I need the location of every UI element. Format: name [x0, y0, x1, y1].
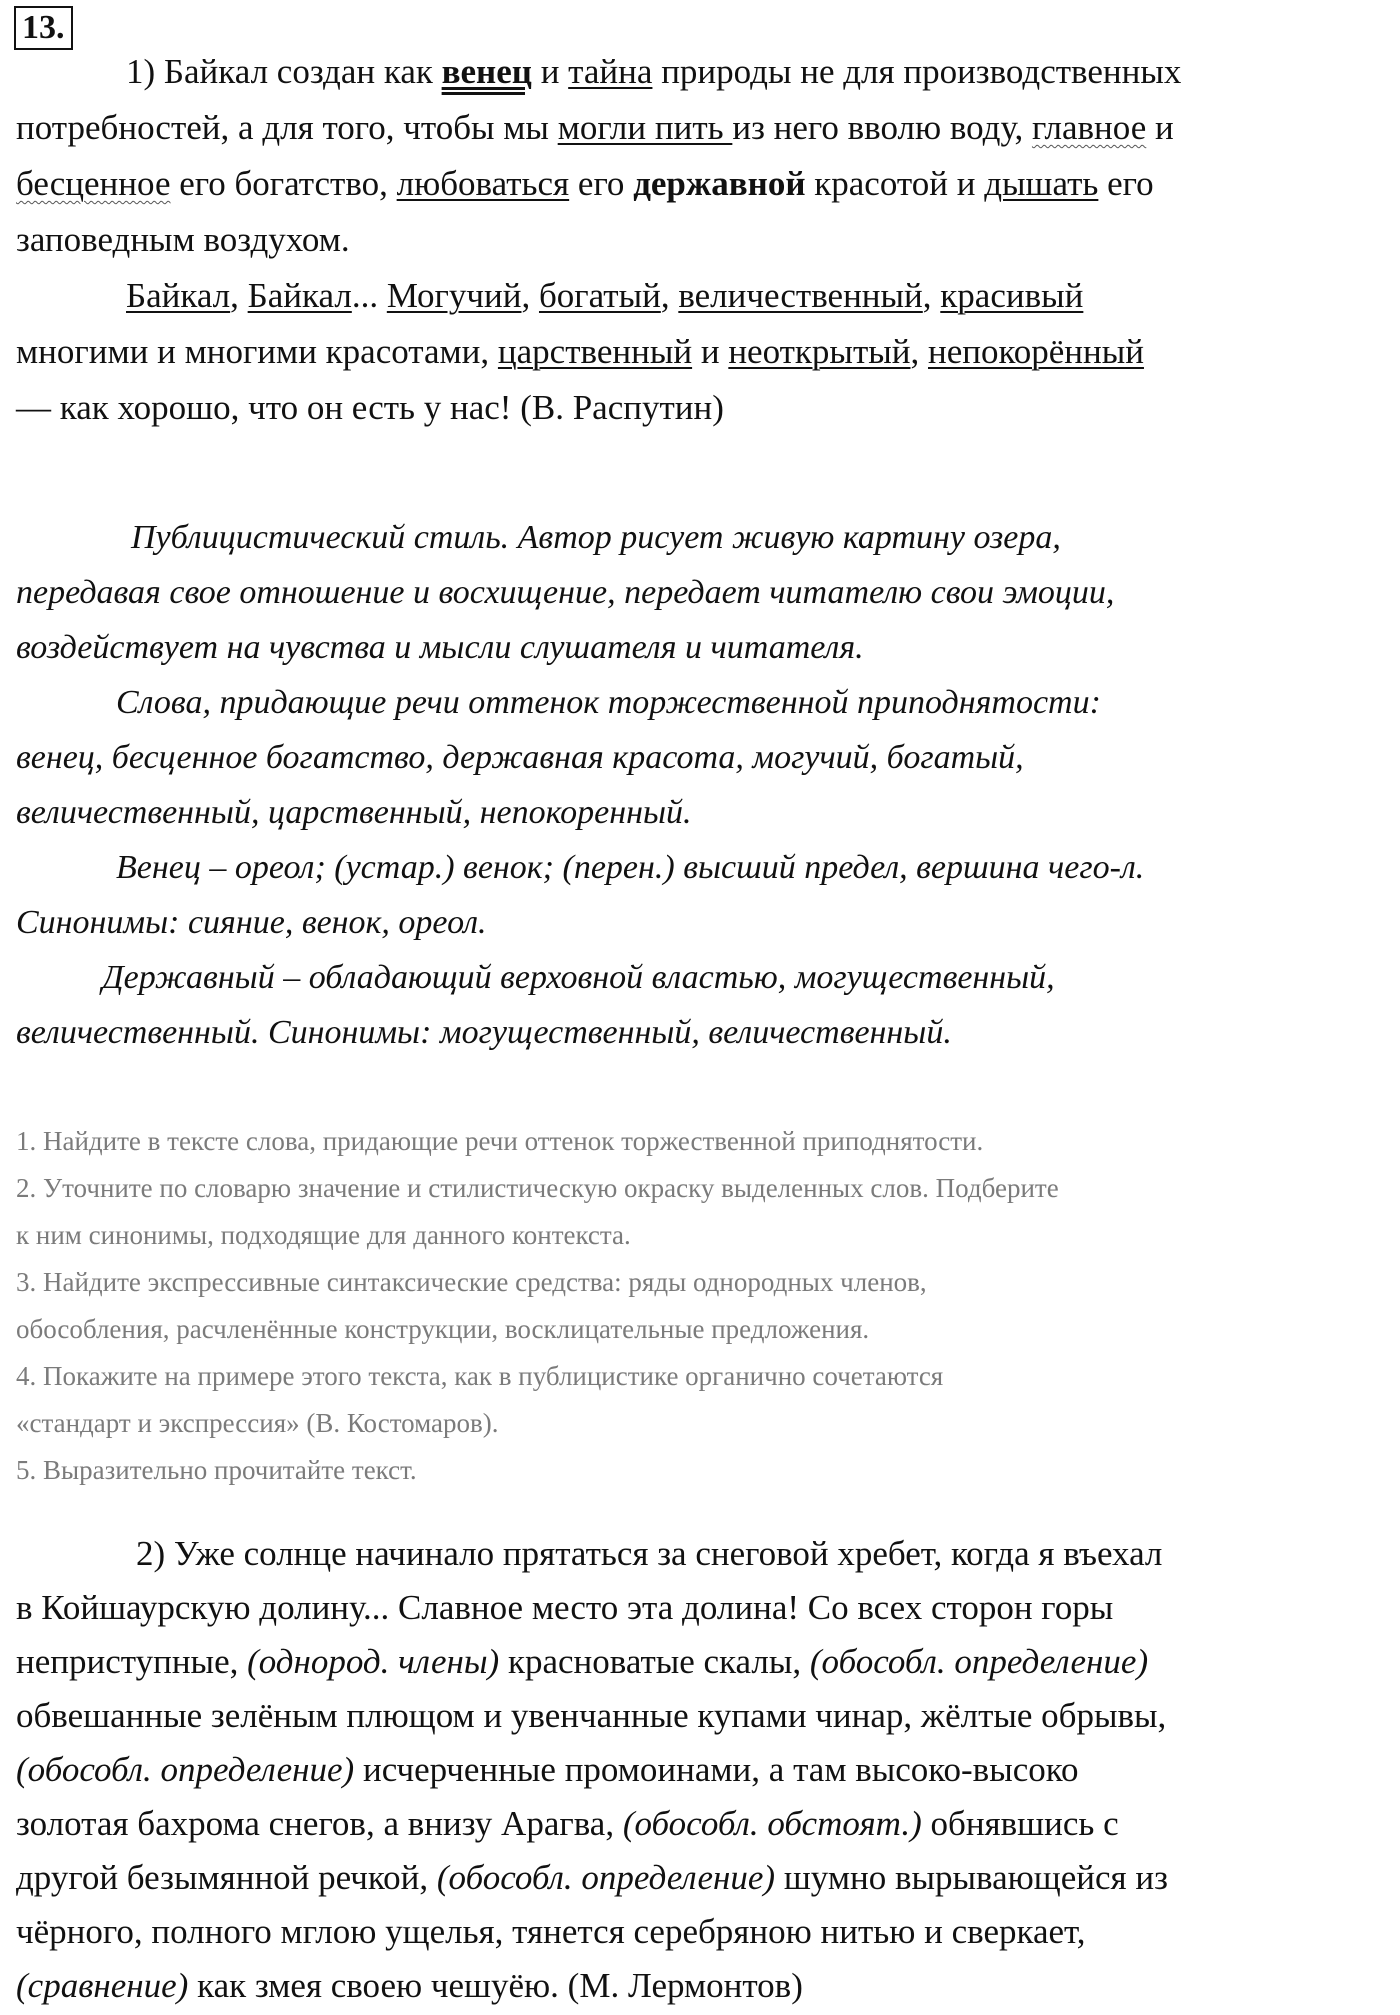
text1-line-1: 1) Байкал создан как венец и тайна природы не для производственных [126, 52, 1182, 91]
analysis-line-9: Державный – обладающий верховной властью, могущественный, [102, 959, 1055, 996]
text1-line-6: многими и многими красотами, царственный и неоткрытый, непокорённый [16, 332, 1144, 371]
task-line-5: обособления, расчленённые конструкции, восклицательные предложения. [16, 1314, 870, 1344]
highlight-derzhavnoy: державной [633, 164, 806, 203]
text2-line-4: обвешанные зелёным плющом и увенчанные купами чинар, жёлтые обрывы, [16, 1696, 1167, 1735]
analysis-line-1: Публицистический стиль. Автор рисует живую картину озера, [131, 519, 1061, 556]
text2-line-1: 2) Уже солнце начинало прятаться за снеговой хребет, когда я въехал [136, 1534, 1163, 1573]
analysis-line-8: Синонимы: сияние, венок, ореол. [16, 904, 487, 941]
text2-line-5: (обособл. определение) исчерченные промоинами, а там высоко-высоко [16, 1750, 1079, 1789]
analysis-line-5: венец, бесценное богатство, державная красота, могучий, богатый, [16, 739, 1024, 776]
analysis-line-6: величественный, царственный, непокоренный. [16, 794, 692, 831]
text1-line-5: Байкал, Байкал... Могучий, богатый, величественный, красивый [126, 276, 1084, 315]
analysis-line-2: передавая свое отношение и восхищение, передает читателю свои эмоции, [16, 574, 1115, 611]
text2-line-3: неприступные, (однород. члены) красноватые скалы, (обособл. определение) [16, 1642, 1149, 1681]
task-line-3: к ним синонимы, подходящие для данного контекста. [16, 1220, 631, 1250]
text1-line-4: заповедным воздухом. [16, 220, 350, 259]
task-line-1: 1. Найдите в тексте слова, придающие речи оттенок торжественной приподнятости. [16, 1126, 984, 1156]
task-line-2: 2. Уточните по словарю значение и стилистическую окраску выделенных слов. Подберите [16, 1173, 1059, 1203]
highlight-venec: венец [441, 52, 532, 91]
text2-line-6: золотая бахрома снегов, а внизу Арагва, (обособл. обстоят.) обнявшись с [16, 1804, 1119, 1843]
text1-line-3: бесценное его богатство, любоваться его державной красотой и дышать его [16, 164, 1154, 203]
analysis-line-10: величественный. Синонимы: могущественный, величественный. [16, 1014, 952, 1051]
text1-line-2: потребностей, а для того, чтобы мы могли пить из него вволю воду, главное и [16, 108, 1174, 147]
task-line-4: 3. Найдите экспрессивные синтаксические средства: ряды однородных членов, [16, 1267, 927, 1297]
analysis-line-3: воздействует на чувства и мысли слушателя и читателя. [16, 629, 864, 666]
text2-line-2: в Койшаурскую долину... Славное место эта долина! Со всех сторон горы [16, 1588, 1114, 1627]
analysis-line-4: Слова, придающие речи оттенок торжественной приподнятости: [116, 684, 1101, 721]
text2-line-8: чёрного, полного мглою ущелья, тянется серебряною нитью и сверкает, [16, 1912, 1086, 1951]
text2-line-9: (сравнение) как змея своею чешуёю. (М. Лермонтов) [16, 1966, 803, 2005]
exercise-number: 13. [14, 6, 73, 50]
text2-line-7: другой безымянной речкой, (обособл. определение) шумно вырывающейся из [16, 1858, 1168, 1897]
task-line-8: 5. Выразительно прочитайте текст. [16, 1455, 417, 1485]
analysis-line-7: Венец – ореол; (устар.) венок; (перен.) высший предел, вершина чего-л. [116, 849, 1145, 886]
task-line-7: «стандарт и экспрессия» (В. Костомаров). [16, 1408, 499, 1438]
task-line-6: 4. Покажите на примере этого текста, как в публицистике органично сочетаются [16, 1361, 944, 1391]
text1-line-7: — как хорошо, что он есть у нас! (В. Распутин) [16, 388, 724, 427]
